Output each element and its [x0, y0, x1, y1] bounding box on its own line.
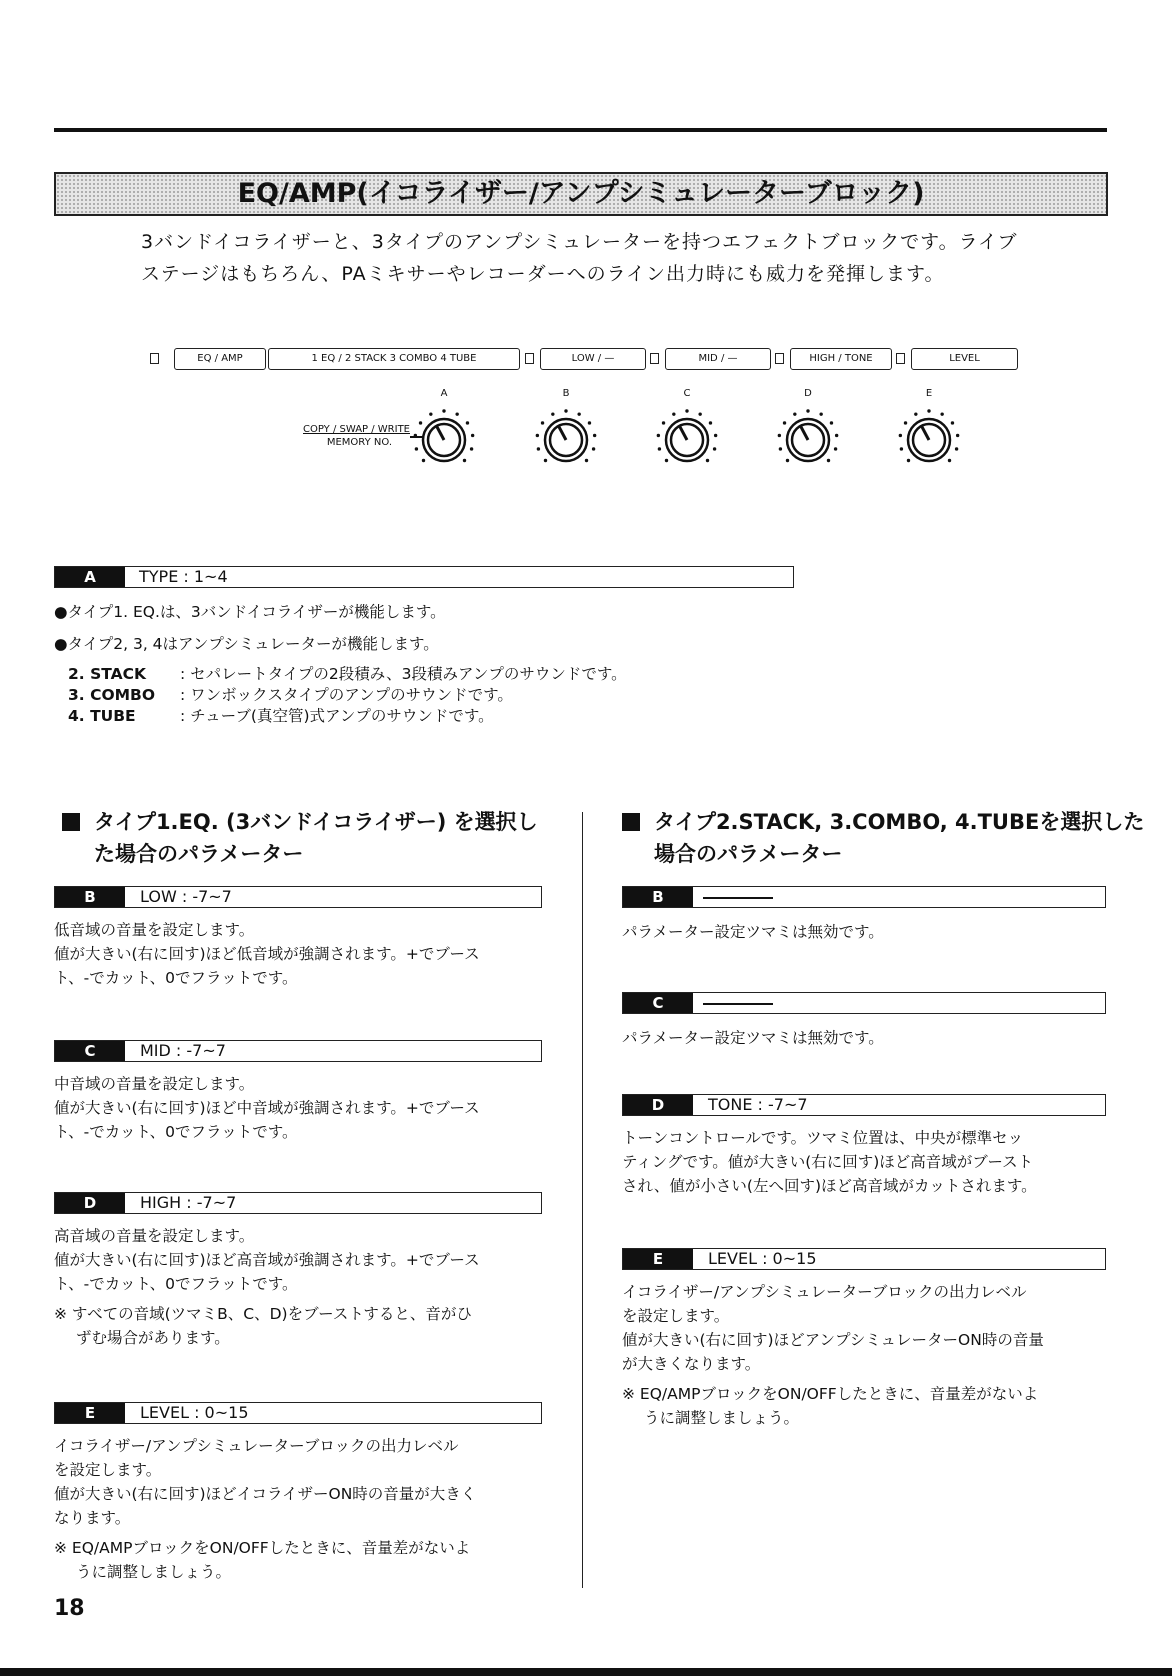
text-line: 値が大きい(右に回す)ほど中音域が強調されます。+でブース: [54, 1099, 480, 1117]
left-e-text: [54, 1434, 476, 1584]
type-row: [68, 685, 627, 706]
panel-diagram: [148, 348, 1018, 370]
copy-memory-label: [260, 423, 410, 449]
page-title: EQ/AMP(イコライザー/アンプシミュレーターブロック): [54, 172, 1108, 216]
knob-label: B: [562, 388, 570, 399]
param-title: TONE : -7~7: [708, 1095, 808, 1114]
param-title: LOW : -7~7: [140, 887, 232, 906]
left-heading-line1: タイプ1.EQ. (3バンドイコライザー) を選択し: [94, 810, 538, 834]
left-heading: [62, 806, 538, 870]
param-tag: D: [55, 1193, 125, 1213]
text-line: イコライザー/アンプシミュレーターブロックの出力レベル: [622, 1283, 1027, 1301]
text-line: 値が大きい(右に回す)ほど高音域が強調されます。+でブース: [54, 1251, 480, 1269]
right-heading-line1: タイプ2.STACK, 3.COMBO, 4.TUBEを選択した: [654, 810, 1145, 834]
bottom-rule: [0, 1668, 1172, 1676]
param-title: TYPE : 1~4: [139, 567, 228, 586]
left-d-text: [54, 1224, 480, 1350]
text-line: 値が大きい(右に回す)ほどアンプシミュレーターON時の音量: [622, 1331, 1044, 1349]
left-c-header: [54, 1040, 542, 1062]
param-tag: C: [623, 993, 693, 1013]
text-line: トーンコントロールです。ツマミ位置は、中央が標準セッ: [622, 1129, 1024, 1147]
panel-segment: LOW / —: [540, 348, 646, 370]
text-line: イコライザー/アンプシミュレーターブロックの出力レベル: [54, 1437, 459, 1455]
knob-label: E: [925, 388, 933, 399]
text-line: 値が大きい(右に回す)ほどイコライザーON時の音量が大きく: [54, 1485, 477, 1503]
knob-label: D: [804, 388, 812, 399]
right-e-text: [622, 1280, 1044, 1430]
note-line: ※ EQ/AMPブロックをON/OFFしたときに、音量差がないよ: [54, 1539, 471, 1557]
knob-label: C: [683, 388, 691, 399]
right-e-header: [622, 1248, 1106, 1270]
knob-b-icon: [534, 408, 598, 472]
text-line: ト、-でカット、0でフラットです。: [54, 1275, 298, 1293]
type-bullet: ●タイプ2, 3, 4はアンプシミュレーターが機能します。: [54, 635, 439, 653]
led-icon: [525, 353, 534, 364]
top-rule: [54, 128, 1107, 132]
panel-segment: 1 EQ / 2 STACK 3 COMBO 4 TUBE: [268, 348, 520, 370]
param-tag: E: [623, 1249, 693, 1269]
panel-segment: LEVEL: [911, 348, 1018, 370]
type-desc: : セパレートタイプの2段積み、3段積みアンプのサウンドです。: [180, 665, 627, 683]
param-tag: B: [55, 887, 125, 907]
param-tag: C: [55, 1041, 125, 1061]
type-name: 2. STACK: [68, 665, 146, 683]
text-line: なります。: [54, 1509, 131, 1527]
param-tag: E: [55, 1403, 125, 1423]
right-heading: [622, 806, 1144, 870]
type-bullet: ●タイプ1. EQ.は、3バンドイコライザーが機能します。: [54, 603, 446, 621]
text-line: ト、-でカット、0でフラットです。: [54, 1123, 298, 1141]
right-b-text: パラメーター設定ツマミは無効です。: [622, 923, 884, 941]
text-line: を設定します。: [622, 1307, 730, 1325]
right-c-header: [622, 992, 1106, 1014]
right-d-header: [622, 1094, 1106, 1116]
text-line: が大きくなります。: [622, 1355, 761, 1373]
left-c-text: [54, 1072, 480, 1144]
led-icon: [896, 353, 905, 364]
text-line: 中音域の音量を設定します。: [54, 1075, 255, 1093]
text-line: ト、-でカット、0でフラットです。: [54, 969, 298, 987]
text-line: 低音域の音量を設定します。: [54, 921, 255, 939]
type-row: [68, 664, 627, 685]
text-line: を設定します。: [54, 1461, 162, 1479]
type-header: [54, 566, 794, 588]
param-title: LEVEL : 0~15: [140, 1403, 249, 1422]
text-line: 高音域の音量を設定します。: [54, 1227, 255, 1245]
column-divider: [582, 812, 583, 1588]
note-line: ※ すべての音域(ツマミB、C、D)をブーストすると、音がひ: [54, 1305, 472, 1323]
left-b-text: [54, 918, 480, 990]
text-line: 値が大きい(右に回す)ほど低音域が強調されます。+でブース: [54, 945, 480, 963]
param-title: HIGH : -7~7: [140, 1193, 237, 1212]
note-line: うに調整しましょう。: [76, 1563, 232, 1581]
note-line: うに調整しましょう。: [644, 1409, 800, 1427]
knob-a-icon: [412, 408, 476, 472]
panel-segment: MID / —: [665, 348, 771, 370]
right-b-header: [622, 886, 1106, 908]
square-bullet-icon: [622, 813, 640, 831]
type-row: [68, 706, 627, 727]
panel-segment: EQ / AMP: [174, 348, 266, 370]
param-title: MID : -7~7: [140, 1041, 226, 1060]
led-icon: [775, 353, 784, 364]
knob-d-icon: [776, 408, 840, 472]
dash-line: [703, 897, 773, 899]
right-d-text: [622, 1126, 1037, 1198]
memory-label: MEMORY NO.: [326, 437, 392, 448]
intro-line: 3バンドイコライザーと、3タイプのアンプシミュレーターを持つエフェクトブロックです。ライブ: [141, 231, 1018, 253]
left-b-header: [54, 886, 542, 908]
knob-label: A: [440, 388, 448, 399]
dash-line: [703, 1003, 773, 1005]
page-number: 18: [54, 1596, 85, 1621]
text-line: され、値が小さい(左へ回す)ほど高音域がカットされます。: [622, 1177, 1037, 1195]
intro-text: [141, 226, 1041, 290]
left-e-header: [54, 1402, 542, 1424]
copy-label: COPY / SWAP / WRITE: [303, 424, 410, 435]
knob-e-icon: [897, 408, 961, 472]
note-line: ずむ場合があります。: [76, 1329, 230, 1347]
right-c-text: パラメーター設定ツマミは無効です。: [622, 1029, 884, 1047]
left-d-header: [54, 1192, 542, 1214]
intro-line: ステージはもちろん、PAミキサーやレコーダーへのライン出力時にも威力を発揮します。: [141, 263, 945, 285]
type-desc: : チューブ(真空管)式アンプのサウンドです。: [180, 707, 494, 725]
right-heading-line2: 場合のパラメーター: [654, 842, 843, 866]
led-icon: [650, 353, 659, 364]
knob-c-icon: [655, 408, 719, 472]
param-tag: D: [623, 1095, 693, 1115]
square-bullet-icon: [62, 813, 80, 831]
left-heading-line2: た場合のパラメーター: [94, 842, 304, 866]
type-list: [68, 664, 627, 727]
text-line: ティングです。値が大きい(右に回す)ほど高音域がブースト: [622, 1153, 1034, 1171]
type-name: 4. TUBE: [68, 707, 136, 725]
param-title: LEVEL : 0~15: [708, 1249, 817, 1268]
led-icon: [150, 353, 159, 364]
param-tag: B: [623, 887, 693, 907]
note-line: ※ EQ/AMPブロックをON/OFFしたときに、音量差がないよ: [622, 1385, 1039, 1403]
panel-segment: HIGH / TONE: [790, 348, 892, 370]
param-tag: A: [55, 567, 125, 587]
type-name: 3. COMBO: [68, 686, 156, 704]
type-desc: : ワンボックスタイプのアンプのサウンドです。: [180, 686, 513, 704]
